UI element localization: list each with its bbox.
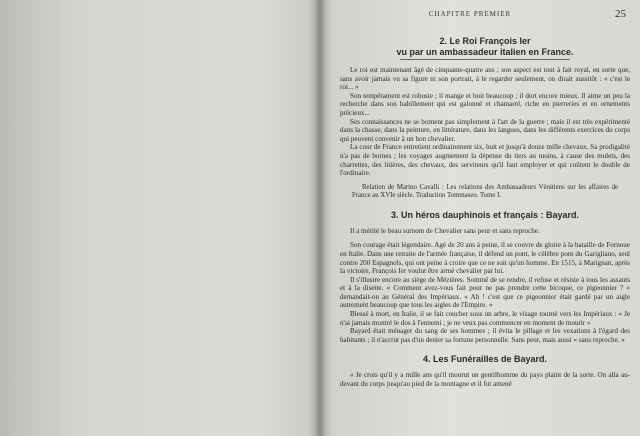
page-number: 25 [615, 8, 626, 20]
left-blank-page [4, 6, 316, 432]
source-citation: Relation de Marino Cavalli : Les relations des Ambassadeurs Vénitiens sur les affaires de France au XVIe siècle. Traduction Tommaseo. Tome I. [352, 183, 618, 199]
paragraph: Ses connaissances ne se bornent pas simplement à l'art de la guerre ; mais il est très expérimenté dans la chasse, dans la peinture, en littérature, dans les langues, dans les différents exercices du corps qui peuvent convenir à un bon chevalier. [340, 117, 630, 143]
section-4-heading: 4. Les Funérailles de Bayard. [422, 354, 548, 365]
paragraph: « Je crois qu'il y a mille ans qu'il mourut un gentilhomme du pays plaint de la sorte. On alla au-devant du corps jusqu'au pied de la montagne et il fut amené [340, 371, 630, 389]
book-gutter [314, 0, 326, 436]
section-2-heading: 2. Le Roi François Ier [439, 36, 531, 46]
section-2-subheading: vu par un ambassadeur italien en France. [396, 47, 574, 57]
paragraph: Il s'illustre encore au siège de Mézières. Sommé de se rendre, il refuse et résiste à tous les assauts et à la disette. « Comment avez-vous fait pour ne pas prendre cette bicoque, ce pigeonnier ? » demandait-on au Général des Impériaux. « Ah ! c'est que ce pigeonnier était gardé par un aigle autrement beaucoup que tous les aigles de l'Empire. » [340, 275, 630, 310]
paragraph: Son courage était légendaire. Agé de 20 ans à peine, il se couvre de gloire à la bataille de Fornoue en Italie. Dans une retraite de l'armée française, il défend un pont, le célèbre pont du Garigliano, seul contre 200 Espagnols, qui ont peine à croire que ce ne soit qu'un homme. En 1515, à Marignan, après la victoire, François Ier voulut être armé chevalier par lui. [340, 241, 630, 276]
heading-rule [400, 59, 570, 60]
running-head: CHAPITRE PREMIER [428, 10, 512, 18]
paragraph: La cour de France entretient ordinairement six, huit et jusqu'à douze mille chevaux. Sa prodigalité n'a pas de bornes ; les voyages augmentent la dépense du tiers au moins, à cause des mulets, des charrettes, des litières, des chevaux, des serviteurs qu'il faut employer et qui coûtent le double de l'ordinaire. [340, 143, 630, 178]
paragraph: Il a mérité le beau surnom de Chevalier sans peur et sans reproche. [350, 226, 540, 235]
paragraph: Son tempérament est robuste ; il mange et boit beaucoup ; il dort encore mieux. Il aime un peu la recherche dans son habillement qui est galonné et chamarré, riche en pierreries et en ornements précieux... [340, 91, 630, 117]
paragraph: Blessé à mort, en Italie, il se fait coucher sous un arbre, le visage tourné vers les Impériaux : « Je n'ai jamais montré le dos à l'ennemi ; je ne veux pas commencer en moment de mourir » [340, 310, 630, 327]
page-text [340, 36, 630, 389]
paragraph: Le roi est maintenant âgé de cinquante-quatre ans ; son aspect est tout à fait royal, en sorte que, sans avoir jamais vu sa figure ni son portrait, à le regarder seulement, on dirait aussitôt : « c'est le roi... » [340, 66, 630, 92]
paragraph: Bayard était ménager du sang de ses hommes ; il évita le pillage et les vexations à l'égard des habitants ; il n'accrut pas d'un denier sa fortune personnelle. Sans peur, mais aussi « sans reproche. » [340, 327, 630, 344]
section-3-heading: 3. Un héros dauphinois et français : Bayard. [390, 209, 580, 220]
